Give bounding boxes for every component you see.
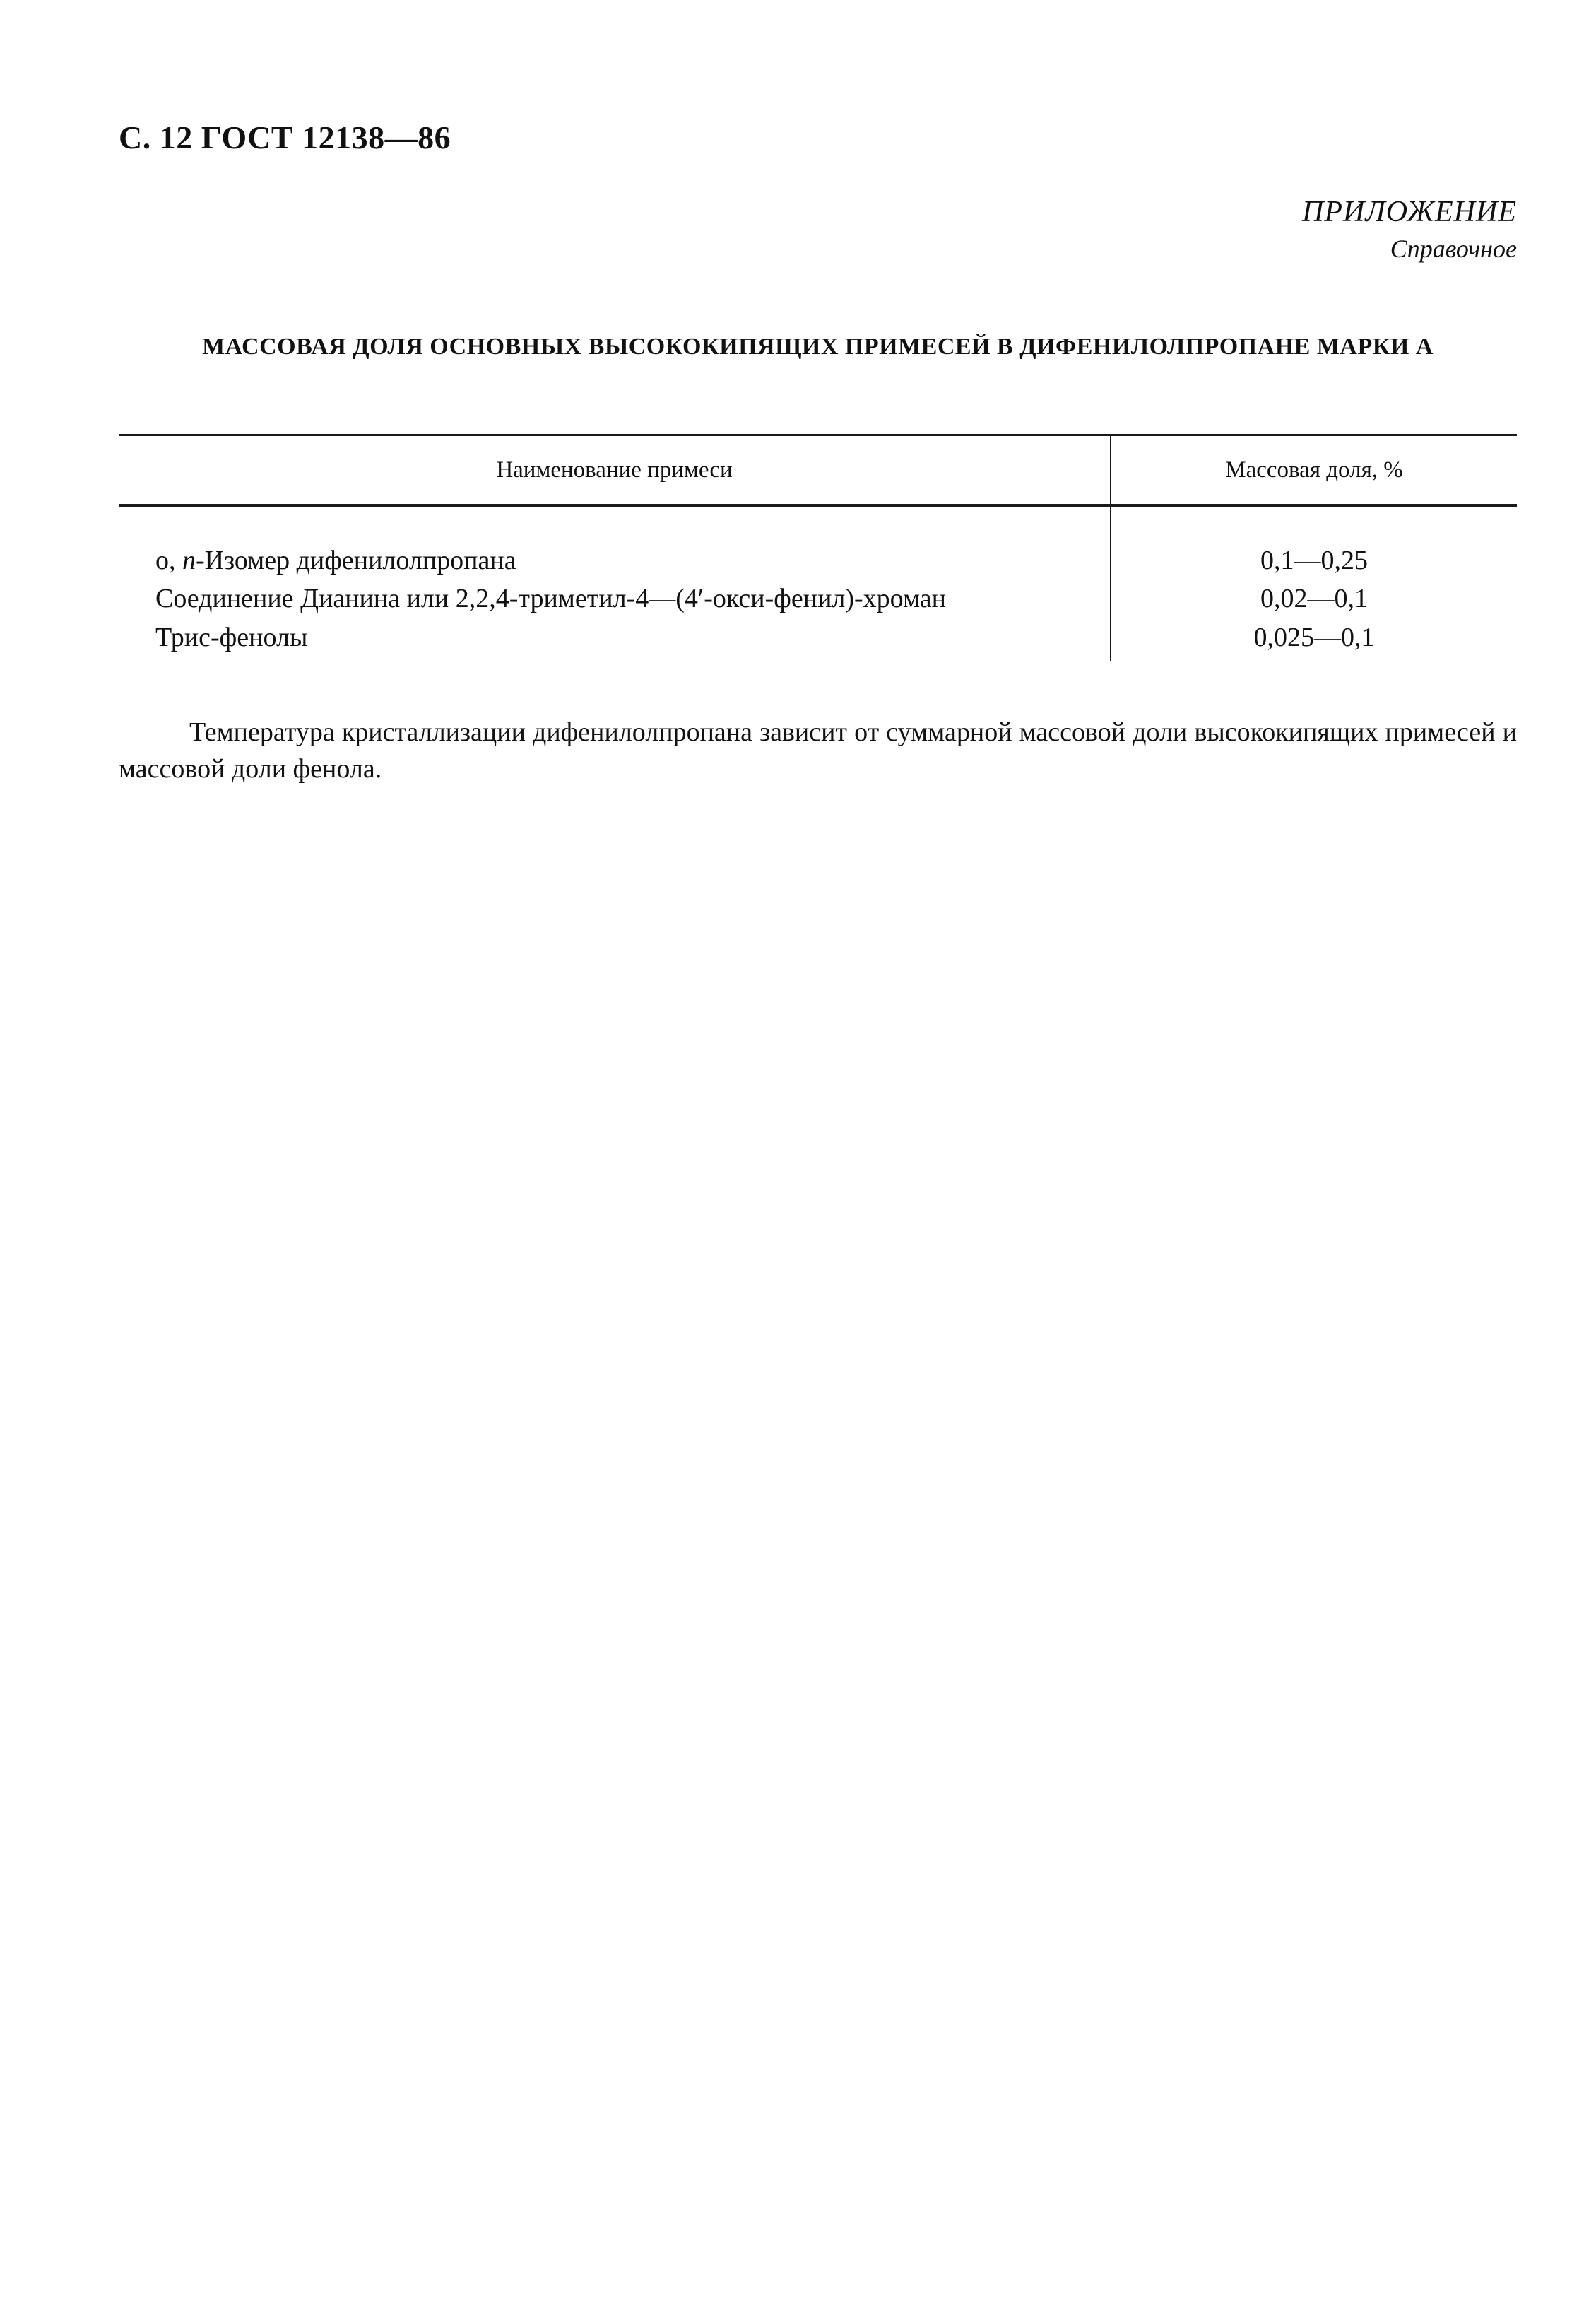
mass-fraction-cell: 0,02—0,1 (1260, 584, 1368, 613)
impurity-name-cell (119, 618, 1111, 661)
document-title: МАССОВАЯ ДОЛЯ ОСНОВНЫХ ВЫСОКОКИПЯЩИХ ПРИМЕСЕЙ В ДИФЕНИЛОЛПРОПАНЕ МАРКИ А (202, 334, 1434, 360)
header-impurity-name: Наименование примеси (119, 435, 1111, 506)
impurity-name: Соединение Дианина или 2,2,4-триметил-4—(4′-окси-фенил)-хроман (155, 584, 946, 613)
page-header: С. 12 ГОСТ 12138—86 (119, 119, 451, 155)
impurity-name: Трис-фенолы (155, 623, 308, 652)
table-row (119, 541, 1517, 580)
impurity-name: -Изомер дифенилолпропана (196, 546, 516, 575)
spacer-cell (119, 506, 1111, 542)
table-spacer-row (119, 506, 1517, 542)
table-row (119, 618, 1517, 661)
impurity-name-cell (119, 541, 1111, 580)
body-paragraph: Температура кристаллизации дифенилолпропана зависит от суммарной массовой доли высококипящих примесей и массовой доли фенола. (119, 717, 1517, 784)
spacer-cell (1111, 506, 1517, 542)
impurity-prefix: о, (155, 546, 182, 575)
mass-fraction-cell: 0,1—0,25 (1260, 546, 1368, 575)
appendix-title: ПРИЛОЖЕНИЕ (1302, 196, 1517, 228)
impurity-prefix-italic: п (182, 546, 196, 575)
impurities-table (119, 434, 1517, 661)
table-header-row (119, 435, 1517, 506)
table-row (119, 580, 1517, 618)
appendix-subtitle: Справочное (1390, 235, 1517, 263)
header-mass-fraction: Массовая доля, % (1111, 435, 1517, 506)
impurity-name-cell (119, 580, 1111, 618)
appendix-label (1302, 192, 1517, 266)
mass-fraction-cell: 0,025—0,1 (1253, 623, 1375, 652)
